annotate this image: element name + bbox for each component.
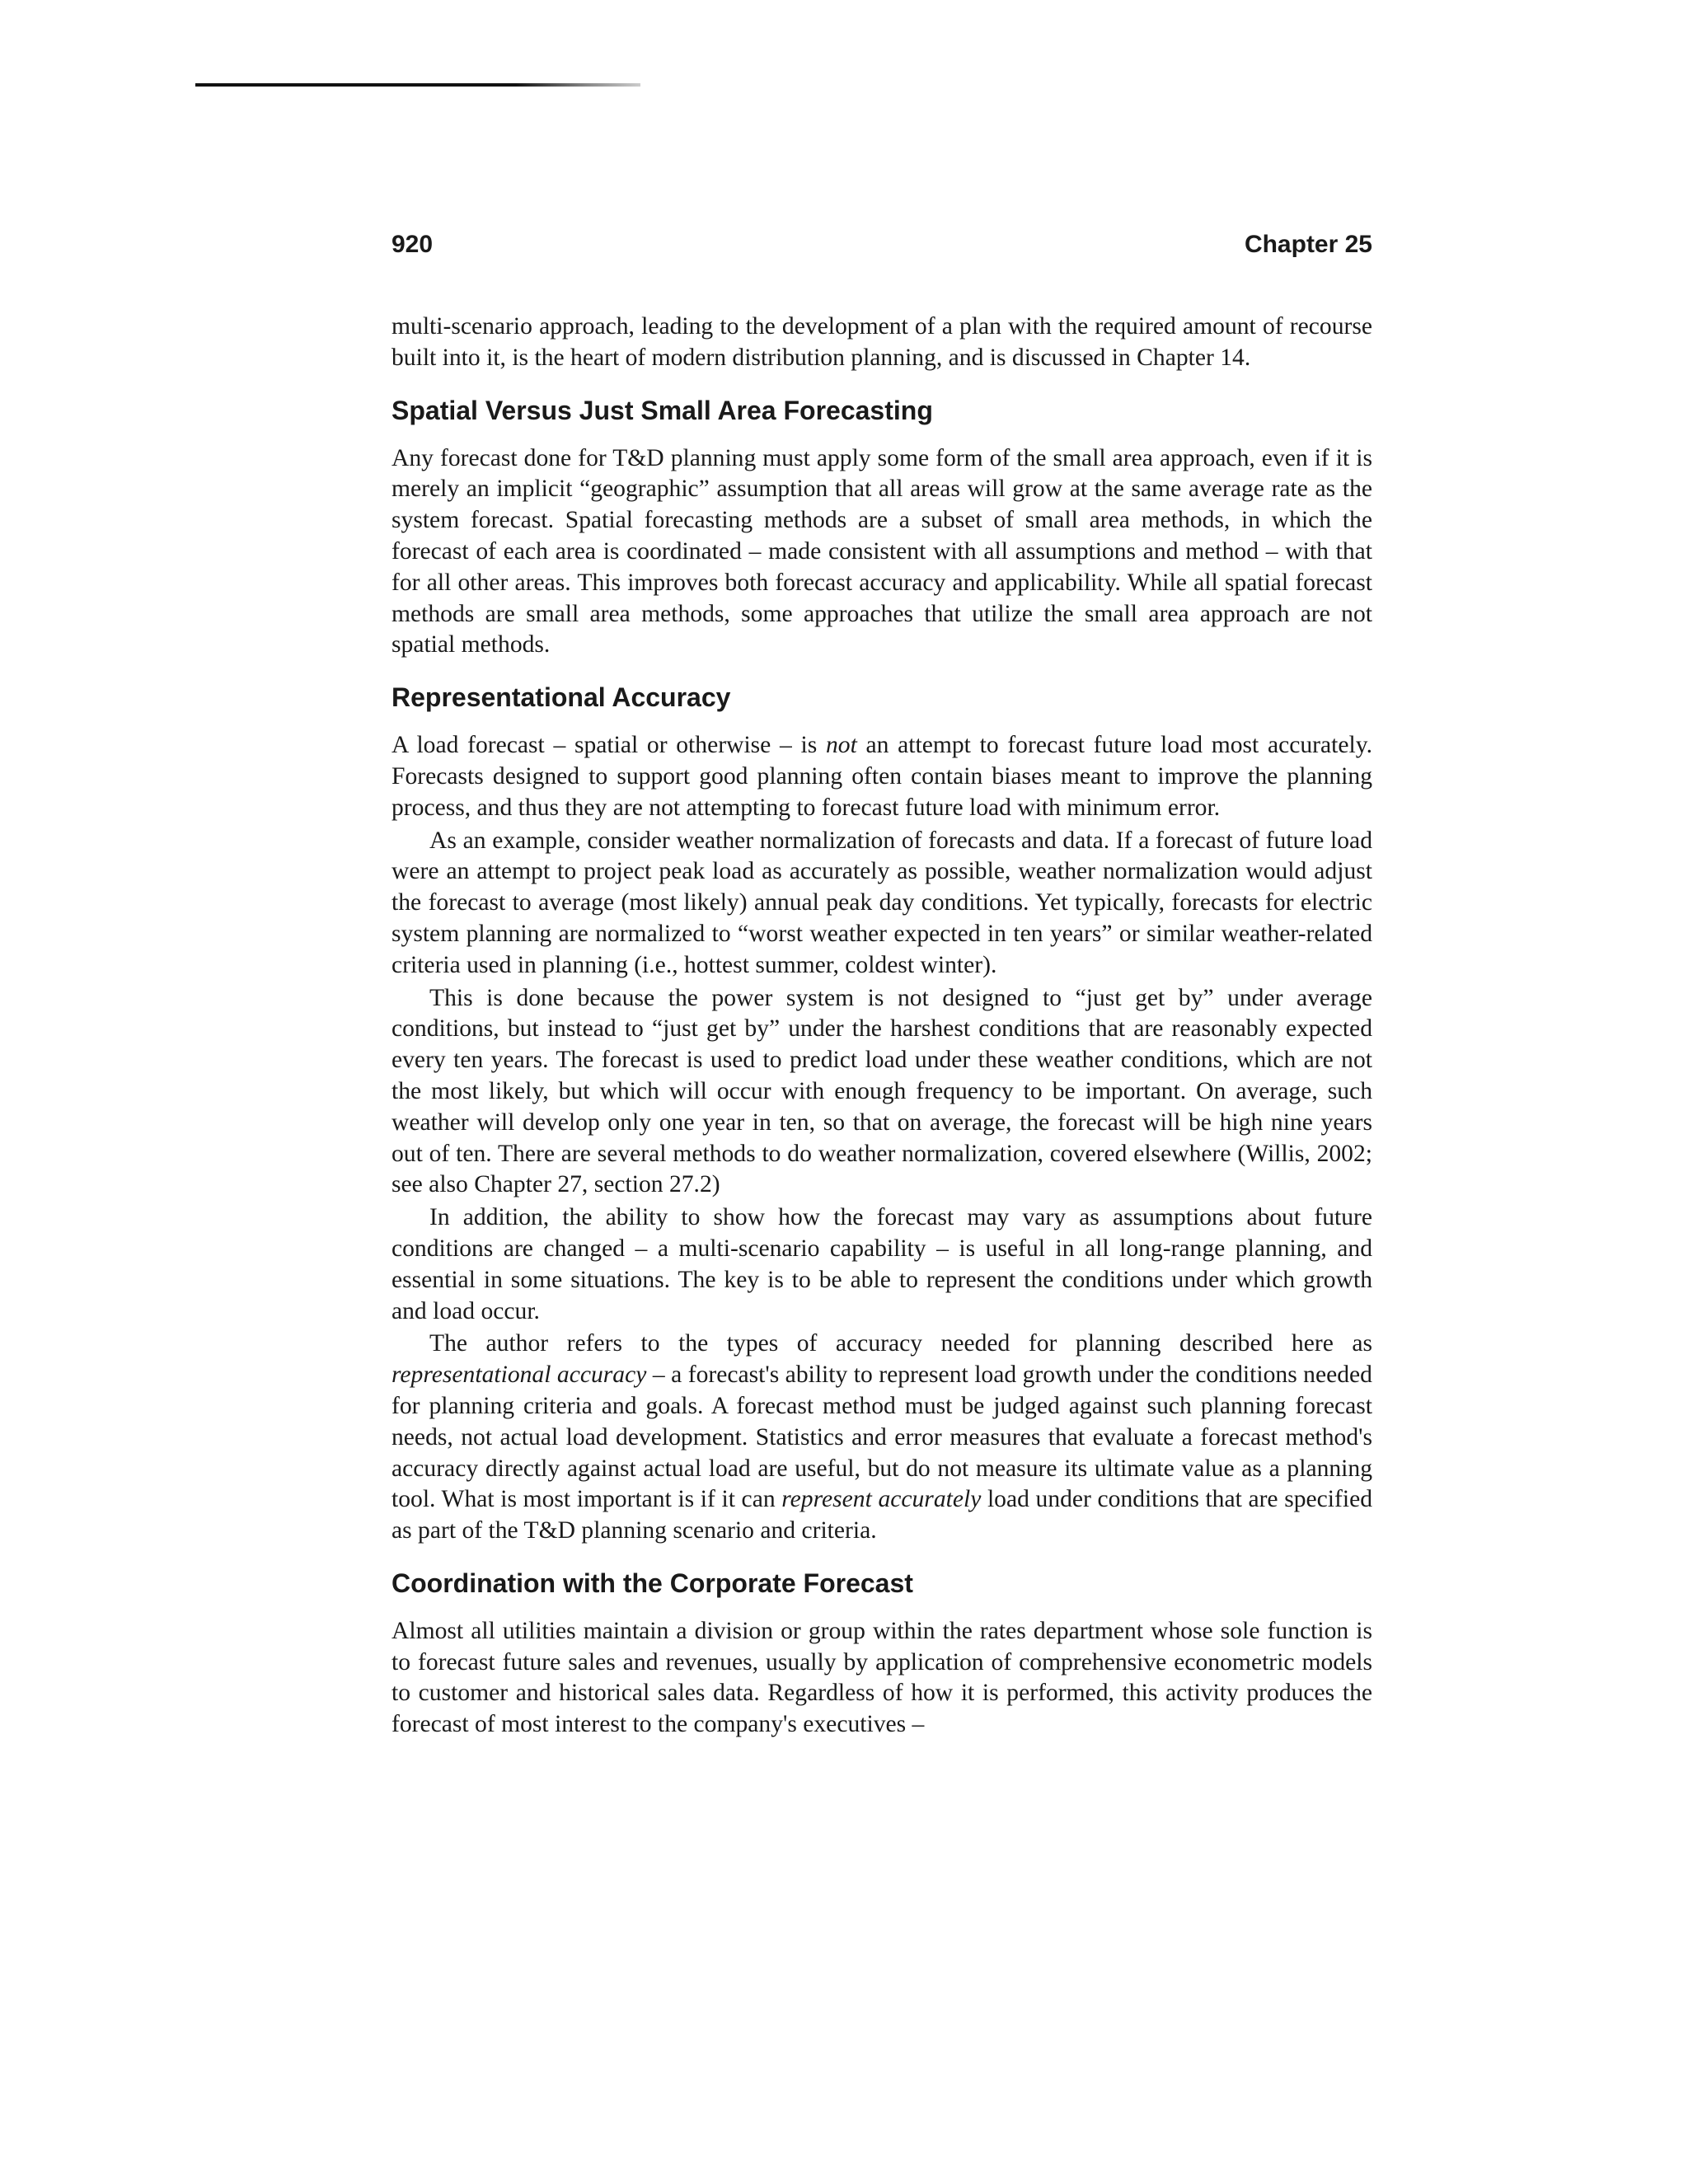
running-head bbox=[392, 231, 1372, 267]
emphasis-representational-accuracy: representational accuracy – bbox=[392, 1361, 665, 1389]
chapter-label: Chapter 25 bbox=[1244, 231, 1372, 258]
text-run: The author refers to the types of accuracy needed for planning described here as bbox=[429, 1330, 1372, 1357]
paragraph-representational-2: As an example, consider weather normalization of forecasts and data. If a forecast of future load were an attempt to project peak load as accurately as possible, weather normalization would adjust the forecast to average (most likely) annual peak day conditions. Yet typically, forecasts for electric system planning are normalized to “worst weather expected in ten years” or similar weather-related criteria used in planning (i.e., hottest summer, coldest winter). bbox=[392, 827, 1372, 978]
text-run: load under conditions that are specified as part of the T&D planning scenario and criteria. bbox=[392, 1486, 1373, 1544]
emphasis-represent-accurately: represent accurately bbox=[781, 1486, 982, 1513]
text-run: a forecast's ability to represent load growth under the conditions needed for planning criteria and goals. A forecast method must be judged against such planning forecast needs, not actual load development. Statistics and error measures that evaluate a forecast method's accuracy directly against actual load are useful, but do not measure its ultimate value as a planning tool. What is most important is if it can bbox=[392, 1361, 1372, 1513]
emphasis-not: not bbox=[825, 732, 857, 759]
paragraph-spatial: Any forecast done for T&D planning must apply some form of the small area approach, even if it is merely an implicit “geographic” assumption that all areas will grow at the same average rate as the system forecast. Spatial forecasting methods are a subset of small area methods, in which the forecast of each area is coordinated – made consistent with all assumptions and method – with that for all other areas. This improves both forecast accuracy and applicability. While all spatial forecast methods are small area methods, some approaches that utilize the small area approach are not spatial methods. bbox=[392, 444, 1372, 658]
page-body bbox=[392, 312, 1372, 1741]
text-run: A load forecast – spatial or otherwise – is bbox=[392, 732, 826, 759]
page-number: 920 bbox=[392, 231, 434, 258]
paragraph-representational-3: This is done because the power system is not designed to “just get by” under average conditions, but instead to “just get by” under the harshest conditions that are reasonably expected every ten years. The forecast is used to predict load under these weather conditions, which are not the most likely, but which will occur with enough frequency to be important. On average, such weather will develop only one year in ten, so that on average, the forecast will be high nine years out of ten. There are several methods to do weather normalization, covered elsewhere (Willis, 2002; see also Chapter 27, section 27.2) bbox=[392, 984, 1372, 1198]
paragraph-representational-5 bbox=[392, 1329, 1372, 1547]
text-run: an attempt to forecast future load most accurately. Forecasts designed to support good planning often contain biases meant to improve the planning process, and thus they are not attempting to forecast future load with minimum error. bbox=[392, 732, 1372, 821]
paragraph-representational-1 bbox=[392, 730, 1372, 823]
top-rule bbox=[195, 83, 640, 87]
heading-coordination: Coordination with the Corporate Forecast bbox=[392, 1568, 913, 1598]
heading-representational: Representational Accuracy bbox=[392, 682, 731, 713]
paragraph-coordination: Almost all utilities maintain a division or group within the rates department whose sole function is to forecast future sales and revenues, usually by application of comprehensive econometric models to customer and historical sales data. Regardless of how it is performed, this activity produces the forecast of most interest to the company's executives – bbox=[392, 1617, 1372, 1738]
paragraph-intro: multi-scenario approach, leading to the development of a plan with the required amount of recourse built into it, is the heart of modern distribution planning, and is discussed in Chapter 14. bbox=[392, 313, 1372, 371]
heading-spatial: Spatial Versus Just Small Area Forecasting bbox=[392, 395, 933, 425]
paragraph-representational-4: In addition, the ability to show how the forecast may vary as assumptions about future conditions are changed – a multi-scenario capability – is useful in all long-range planning, and essential in some situations. The key is to be able to represent the conditions under which growth and load occur. bbox=[392, 1204, 1372, 1324]
